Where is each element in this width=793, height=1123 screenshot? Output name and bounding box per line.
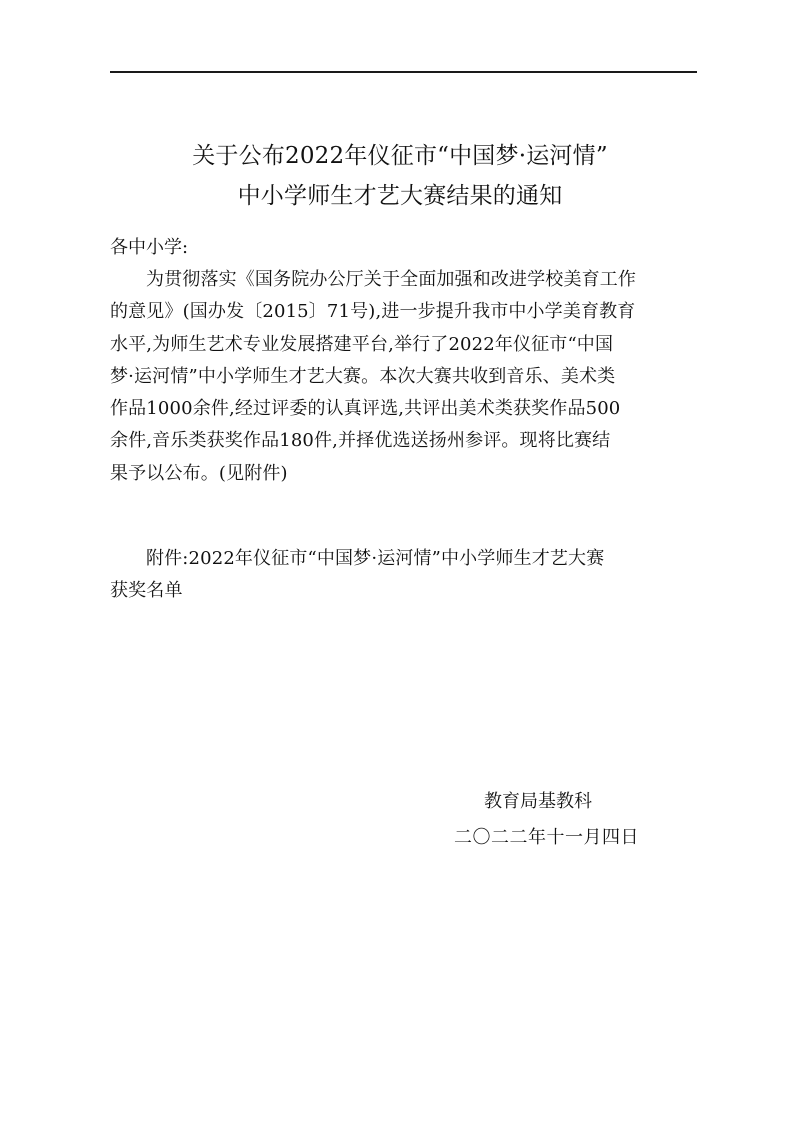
attachment-note — [110, 547, 700, 612]
attachment-line: 附件:2022年仪征市“中国梦·运河情”中小学师生才艺大赛 — [146, 548, 605, 569]
body-line: 果予以公布。(见附件) — [110, 462, 288, 484]
body-line: 作品1000余件,经过评委的认真评选,共评出美术类获奖作品500 — [110, 398, 621, 420]
attachment-line: 获奖名单 — [110, 580, 183, 602]
header-rule — [110, 71, 697, 73]
body-line: 为贯彻落实《国务院办公厅关于全面加强和改进学校美育工作 — [146, 269, 637, 290]
body-line: 梦·运河情”中小学师生才艺大赛。本次大赛共收到音乐、美术类 — [110, 365, 616, 387]
body-line: 余件,音乐类获奖作品180件,并择优选送扬州参评。现将比赛结 — [110, 430, 611, 452]
document-title-line-1: 关于公布2022年仪征市“中国梦·运河情” — [192, 143, 608, 169]
issuing-office: 教育局基教科 — [484, 791, 592, 812]
salutation: 各中小学: — [110, 237, 189, 258]
document-title-line-2: 中小学师生才艺大赛结果的通知 — [237, 183, 563, 209]
signature-block — [440, 790, 680, 850]
body-line: 的意见》(国办发〔2015〕71号),进一步提升我市中小学美育教育 — [110, 301, 636, 323]
notice-body — [110, 268, 700, 494]
body-line: 水平,为师生艺术专业发展搭建平台,举行了2022年仪征市“中国 — [110, 333, 614, 355]
issue-date: 二〇二二年十一月四日 — [454, 827, 639, 848]
